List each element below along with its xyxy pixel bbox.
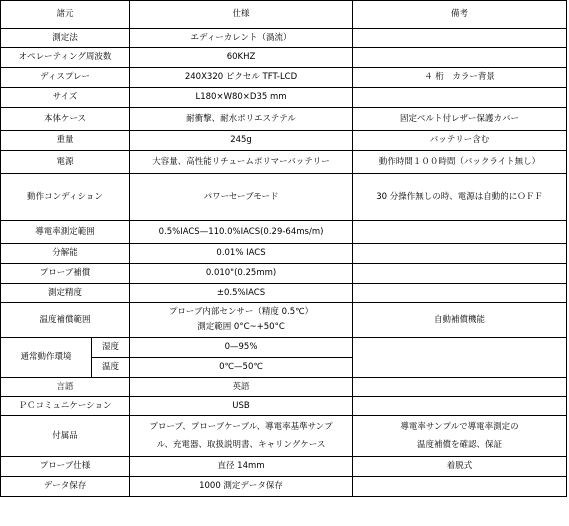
table-row — [1, 477, 567, 497]
table-row — [1, 221, 567, 244]
row-spec: 60KHZ — [130, 48, 353, 68]
table-row — [1, 151, 567, 174]
row-spec: 240X320 ピクセル TFT-LCD — [130, 68, 353, 88]
row-item: 電源 — [1, 151, 130, 174]
row-note — [353, 397, 567, 416]
row-spec: 0.01% IACS — [130, 244, 353, 264]
table-row — [1, 48, 567, 68]
row-note: ４ 桁 カラー背景 — [353, 68, 567, 88]
row-note — [353, 221, 567, 244]
row-spec-line: プローブ内部センサー（精度 0.5℃） — [168, 307, 314, 317]
row-note — [353, 29, 567, 48]
row-note: 30 分操作無しの時、電源は自動的にＯＦＦ — [353, 174, 567, 221]
table-row — [1, 244, 567, 264]
table-row-env-humidity — [1, 338, 567, 358]
row-note: 固定ベルト付レザー保護カバー — [353, 108, 567, 131]
row-item: プローブ仕様 — [1, 457, 130, 477]
table-row — [1, 416, 567, 457]
row-spec — [130, 303, 353, 338]
row-note — [353, 378, 567, 397]
row-item: ディスプレー — [1, 68, 130, 88]
row-item: 温度補償範囲 — [1, 303, 130, 338]
row-note: 動作時間１００時間（バックライト無し） — [353, 151, 567, 174]
table-row — [1, 264, 567, 284]
row-note: 自動補償機能 — [353, 303, 567, 338]
table-row — [1, 284, 567, 303]
row-item: サイズ — [1, 88, 130, 108]
row-item: 通常動作環境 — [1, 338, 92, 378]
table-row — [1, 457, 567, 477]
row-spec: L180×W80×D35 mm — [130, 88, 353, 108]
row-item: オペレーティング周波数 — [1, 48, 130, 68]
row-sub-label: 湿度 — [92, 338, 130, 358]
row-sub-label: 温度 — [92, 358, 130, 378]
row-spec: 0.010"(0.25mm) — [130, 264, 353, 284]
table-row — [1, 397, 567, 416]
row-note: 着脱式 — [353, 457, 567, 477]
row-item: 言語 — [1, 378, 130, 397]
row-spec-line: ル、充電器、取扱説明書、キャリングケース — [156, 439, 326, 450]
row-note-line: 温度補償を確認、保証 — [417, 439, 503, 450]
row-note — [353, 416, 567, 457]
row-note — [353, 244, 567, 264]
row-item: 本体ケース — [1, 108, 130, 131]
row-item: プローブ補償 — [1, 264, 130, 284]
row-note — [353, 88, 567, 108]
row-item: 動作コンディション — [1, 174, 130, 221]
header-item: 諸元 — [1, 1, 130, 29]
row-spec: 0.5%IACS—110.0%IACS(0.29-64ms/m) — [130, 221, 353, 244]
table-row — [1, 88, 567, 108]
row-spec: 245g — [130, 131, 353, 151]
table-row — [1, 378, 567, 397]
row-item: 付属品 — [1, 416, 130, 457]
row-note — [353, 48, 567, 68]
row-spec: 直径 14mm — [130, 457, 353, 477]
header-spec: 仕様 — [130, 1, 353, 29]
row-spec: エディーカレント（渦流） — [130, 29, 353, 48]
row-item: 測定法 — [1, 29, 130, 48]
row-spec-line: 測定範囲 0°C~+50°C — [197, 322, 285, 332]
row-item: 分解能 — [1, 244, 130, 264]
row-item: ＰＣコミュニケーション — [1, 397, 130, 416]
row-spec: USB — [130, 397, 353, 416]
row-item: 測定精度 — [1, 284, 130, 303]
header-note: 備考 — [353, 1, 567, 29]
table-row — [1, 303, 567, 338]
row-note — [353, 477, 567, 497]
row-item: 重量 — [1, 131, 130, 151]
row-spec — [130, 416, 353, 457]
row-note — [353, 338, 567, 378]
table-row — [1, 108, 567, 131]
row-spec: 0—95% — [130, 338, 353, 358]
row-spec: 大容量、高性能リチュームポリマーバッテリー — [130, 151, 353, 174]
table-row — [1, 174, 567, 221]
row-note — [353, 264, 567, 284]
row-note — [353, 284, 567, 303]
header-row — [1, 1, 567, 29]
row-item: 導電率測定範囲 — [1, 221, 130, 244]
row-spec: 0℃—50℃ — [130, 358, 353, 378]
table-row — [1, 68, 567, 88]
row-spec-line: プローブ、プローブケーブル、導電率基準サンプ — [149, 421, 333, 432]
table-row — [1, 131, 567, 151]
row-spec: 耐衝撃、耐水ポリエステテル — [130, 108, 353, 131]
row-spec: 英語 — [130, 378, 353, 397]
row-note-line: 導電率サンプルで導電率測定の — [400, 421, 519, 432]
table-row — [1, 29, 567, 48]
row-spec: ±0.5%IACS — [130, 284, 353, 303]
row-note: バッテリー含む — [353, 131, 567, 151]
row-spec: 1000 測定データ保存 — [130, 477, 353, 497]
row-item: データ保存 — [1, 477, 130, 497]
row-spec: パワーセーブモード — [130, 174, 353, 221]
